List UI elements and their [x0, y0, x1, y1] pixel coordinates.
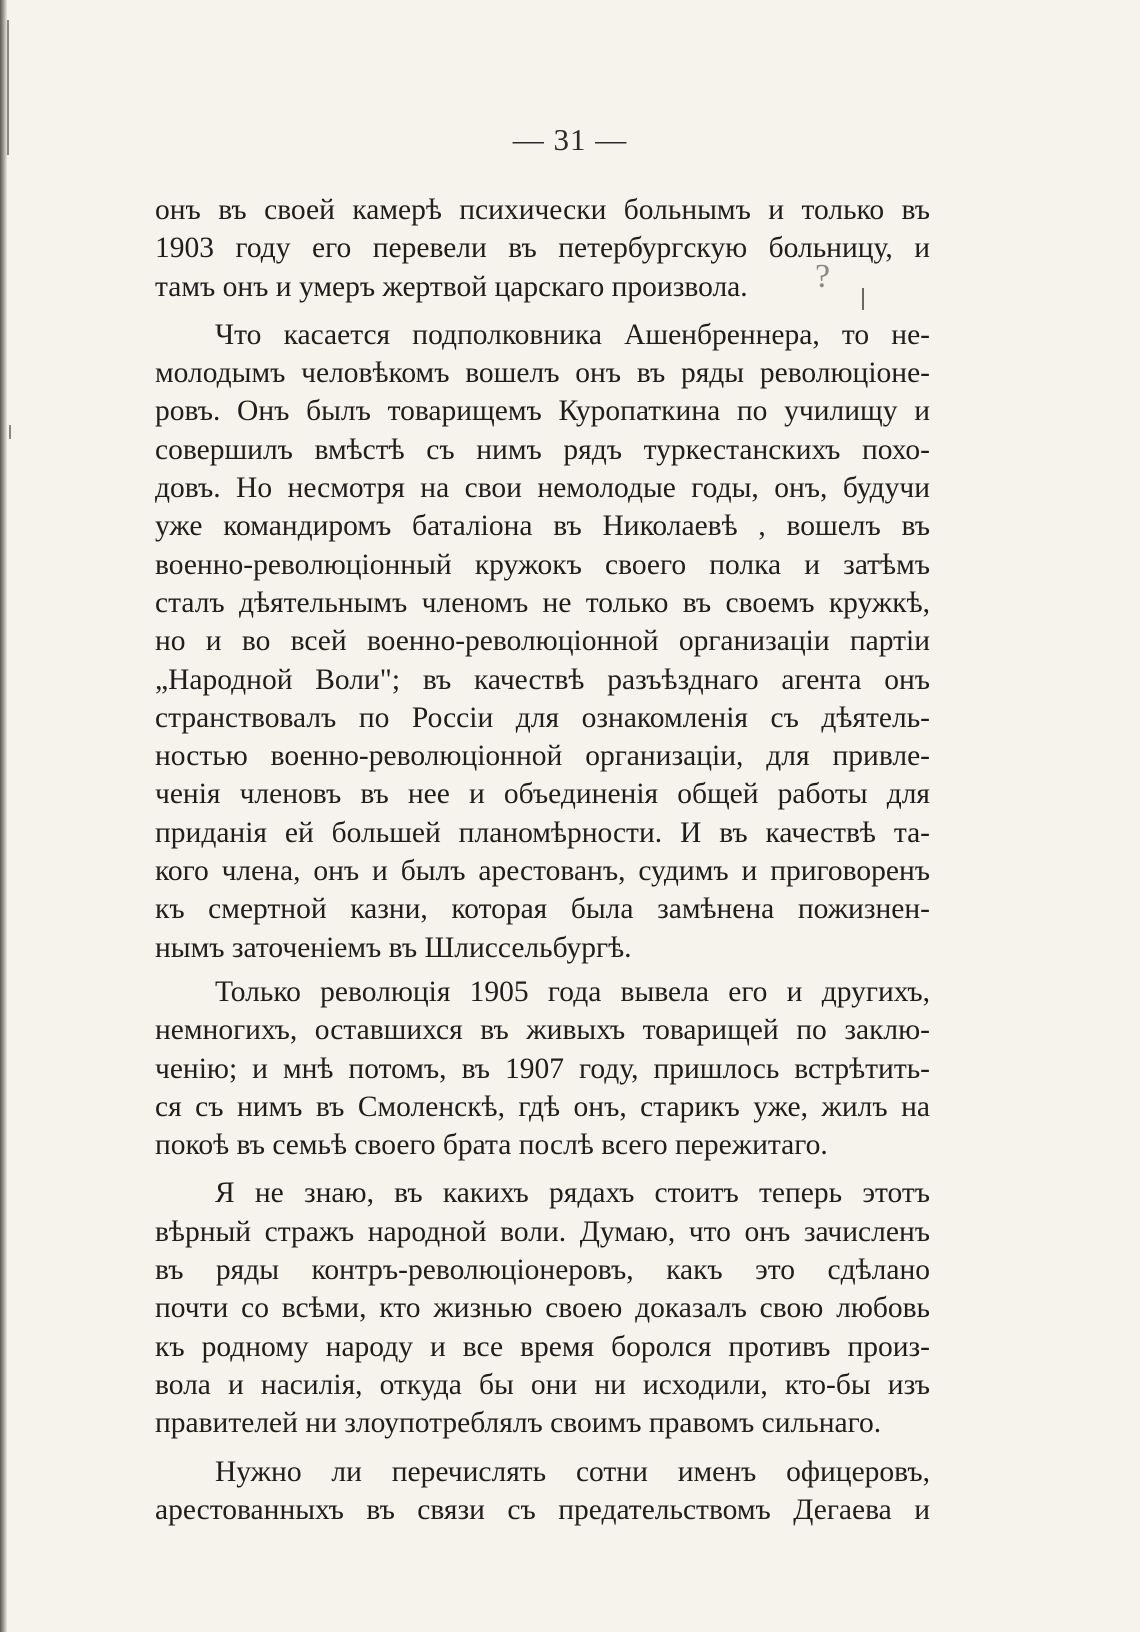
text-line: ся съ нимъ въ Смоленскѣ, гдѣ онъ, старикъ уже, жилъ на [155, 1090, 930, 1123]
body-text [155, 191, 930, 1539]
text-line: совершилъ вмѣстѣ съ нимъ рядъ туркестанскихъ похо- [155, 433, 930, 466]
text-line: 1903 году его перевели въ петербургскую больницу, и [155, 232, 930, 265]
text-line: довъ. Но несмотря на свои немолодые годы, онъ, будучи [155, 472, 930, 505]
text-line: ностью военно-революціонной организаціи, для привле- [155, 740, 930, 773]
text-line: приданія ей большей планомѣрности. И въ качествѣ та- [155, 816, 930, 849]
text-line: ровъ. Онъ былъ товарищемъ Куропаткина по училищу и [155, 395, 930, 428]
text-line: немногихъ, оставшихся въ живыхъ товарищей по заклю- [155, 1014, 930, 1047]
paragraph-2 [155, 316, 930, 967]
text-line: правителей ни злоупотреблялъ своимъ правомъ сильнаго. [155, 1407, 882, 1440]
text-line: арестованныхъ въ связи съ предательствомъ Дегаева и [155, 1493, 930, 1526]
text-line: уже командиромъ баталіона въ Николаевѣ , вошелъ въ [155, 510, 930, 543]
margin-question-mark: ? [815, 258, 831, 295]
text-line: ченію; и мнѣ потомъ, въ 1907 году, пришлось встрѣтить- [155, 1052, 930, 1085]
text-line: военно-революціонный кружокъ своего полка и затѣмъ [155, 548, 930, 581]
paragraph-4 [155, 1174, 930, 1442]
text-line: тамъ онъ и умеръ жертвой царскаго произвола. [155, 270, 748, 303]
text-line: къ смертной казни, которая была замѣнена пожизнен- [155, 893, 930, 926]
text-line: Только революція 1905 года вывела его и другихъ, [215, 975, 930, 1008]
text-line: молодымъ человѣкомъ вошелъ онъ въ ряды революціоне- [155, 357, 930, 390]
scan-mark-middle [9, 425, 11, 439]
text-line: покоѣ въ семьѣ своего брата послѣ всего пережитаго. [155, 1129, 828, 1162]
scan-edge [0, 0, 7, 1632]
text-line: въ ряды контръ-революціонеровъ, какъ это сдѣлано [155, 1254, 930, 1287]
text-line: къ родному народу и все время боролся противъ произ- [155, 1330, 930, 1363]
paragraph-3 [155, 973, 930, 1164]
text-line: нымъ заточеніемъ въ Шлиссельбургѣ. [155, 931, 632, 964]
text-line: сталъ дѣятельнымъ членомъ не только въ своемъ кружкѣ, [155, 586, 930, 619]
paragraph-1 [155, 191, 930, 306]
text-line: Что касается подполковника Ашенбреннера, то не- [215, 318, 930, 351]
text-line: онъ въ своей камерѣ психически больнымъ и только въ [155, 194, 930, 226]
text-line: Нужно ли перечислять сотни именъ офицеровъ, [215, 1455, 930, 1488]
text-line: Я не знаю, въ какихъ рядахъ стоитъ теперь этотъ [215, 1177, 930, 1210]
text-line: кого члена, онъ и былъ арестованъ, судимъ и приговоренъ [155, 855, 930, 888]
text-line: почти со всѣми, кто жизнью своею доказалъ свою любовь [155, 1292, 930, 1325]
text-line: „Народной Воли"; въ качествѣ разъѣзднаго агента онъ [155, 663, 930, 696]
paragraph-5 [155, 1453, 930, 1530]
text-line: вола и насилія, откуда бы они ни исходили, кто-бы изъ [155, 1368, 930, 1401]
text-line: ченія членовъ въ нее и объединенія общей работы для [155, 778, 930, 811]
text-line: но и во всей военно-революціонной организаціи партіи [155, 625, 930, 658]
page-number: — 31 — [512, 122, 628, 157]
text-line: вѣрный стражъ народной воли. Думаю, что онъ зачисленъ [155, 1215, 930, 1248]
text-line: странствовалъ по Россіи для ознакомленія съ дѣятель- [155, 701, 930, 734]
